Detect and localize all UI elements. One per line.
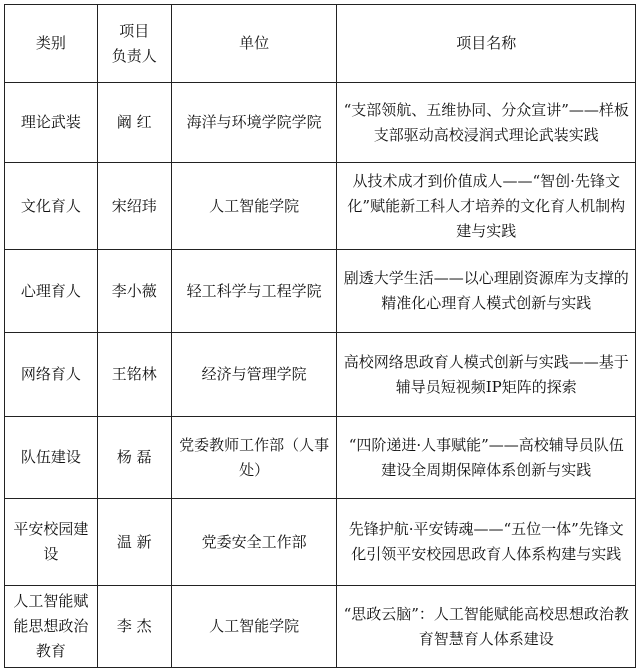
header-lead	[97, 5, 171, 83]
table-row	[5, 586, 636, 668]
header-type: 类别	[5, 5, 98, 83]
cell-lead: 李 杰	[97, 586, 171, 668]
header-name: 项目名称	[337, 5, 636, 83]
cell-unit: 人工智能学院	[171, 586, 337, 668]
cell-name: “支部领航、五维协同、分众宣讲”——样板支部驱动高校浸润式理论武装实践	[337, 83, 636, 163]
table-row	[5, 250, 636, 333]
cell-unit: 海洋与环境学院学院	[171, 83, 337, 163]
table-row	[5, 83, 636, 163]
header-row	[5, 5, 636, 83]
project-table	[4, 4, 636, 668]
cell-type: 心理育人	[5, 250, 98, 333]
cell-lead: 王铭林	[97, 333, 171, 417]
cell-name: “思政云脑”：人工智能赋能高校思想政治教育智慧育人体系建设	[337, 586, 636, 668]
table-row	[5, 499, 636, 586]
cell-name: 高校网络思政育人模式创新与实践——基于辅导员短视频IP矩阵的探索	[337, 333, 636, 417]
cell-name: 先锋护航·平安铸魂——“五位一体”先锋文化引领平安校园思政育人体系构建与实践	[337, 499, 636, 586]
cell-lead: 温 新	[97, 499, 171, 586]
cell-unit: 党委教师工作部（人事处）	[171, 417, 337, 499]
cell-lead: 阚 红	[97, 83, 171, 163]
cell-lead: 李小薇	[97, 250, 171, 333]
cell-lead: 杨 磊	[97, 417, 171, 499]
cell-unit: 经济与管理学院	[171, 333, 337, 417]
cell-type: 队伍建设	[5, 417, 98, 499]
table-row	[5, 163, 636, 250]
cell-type: 网络育人	[5, 333, 98, 417]
cell-lead: 宋绍玮	[97, 163, 171, 250]
cell-name: 从技术成才到价值成人——“智创·先锋文化”赋能新工科人才培养的文化育人机制构建与实践	[337, 163, 636, 250]
cell-type: 人工智能赋能思想政治教育	[5, 586, 98, 668]
cell-unit: 人工智能学院	[171, 163, 337, 250]
cell-unit: 党委安全工作部	[171, 499, 337, 586]
cell-name: “四阶递进·人事赋能”——高校辅导员队伍建设全周期保障体系创新与实践	[337, 417, 636, 499]
table-row	[5, 417, 636, 499]
header-lead-line2: 负责人	[111, 46, 157, 65]
cell-unit: 轻工科学与工程学院	[171, 250, 337, 333]
cell-type: 理论武装	[5, 83, 98, 163]
header-unit: 单位	[171, 5, 337, 83]
header-lead-line1: 项目	[119, 21, 150, 40]
cell-type: 平安校园建设	[5, 499, 98, 586]
table-row	[5, 333, 636, 417]
cell-type: 文化育人	[5, 163, 98, 250]
cell-name: 剧透大学生活——以心理剧资源库为支撑的精准化心理育人模式创新与实践	[337, 250, 636, 333]
